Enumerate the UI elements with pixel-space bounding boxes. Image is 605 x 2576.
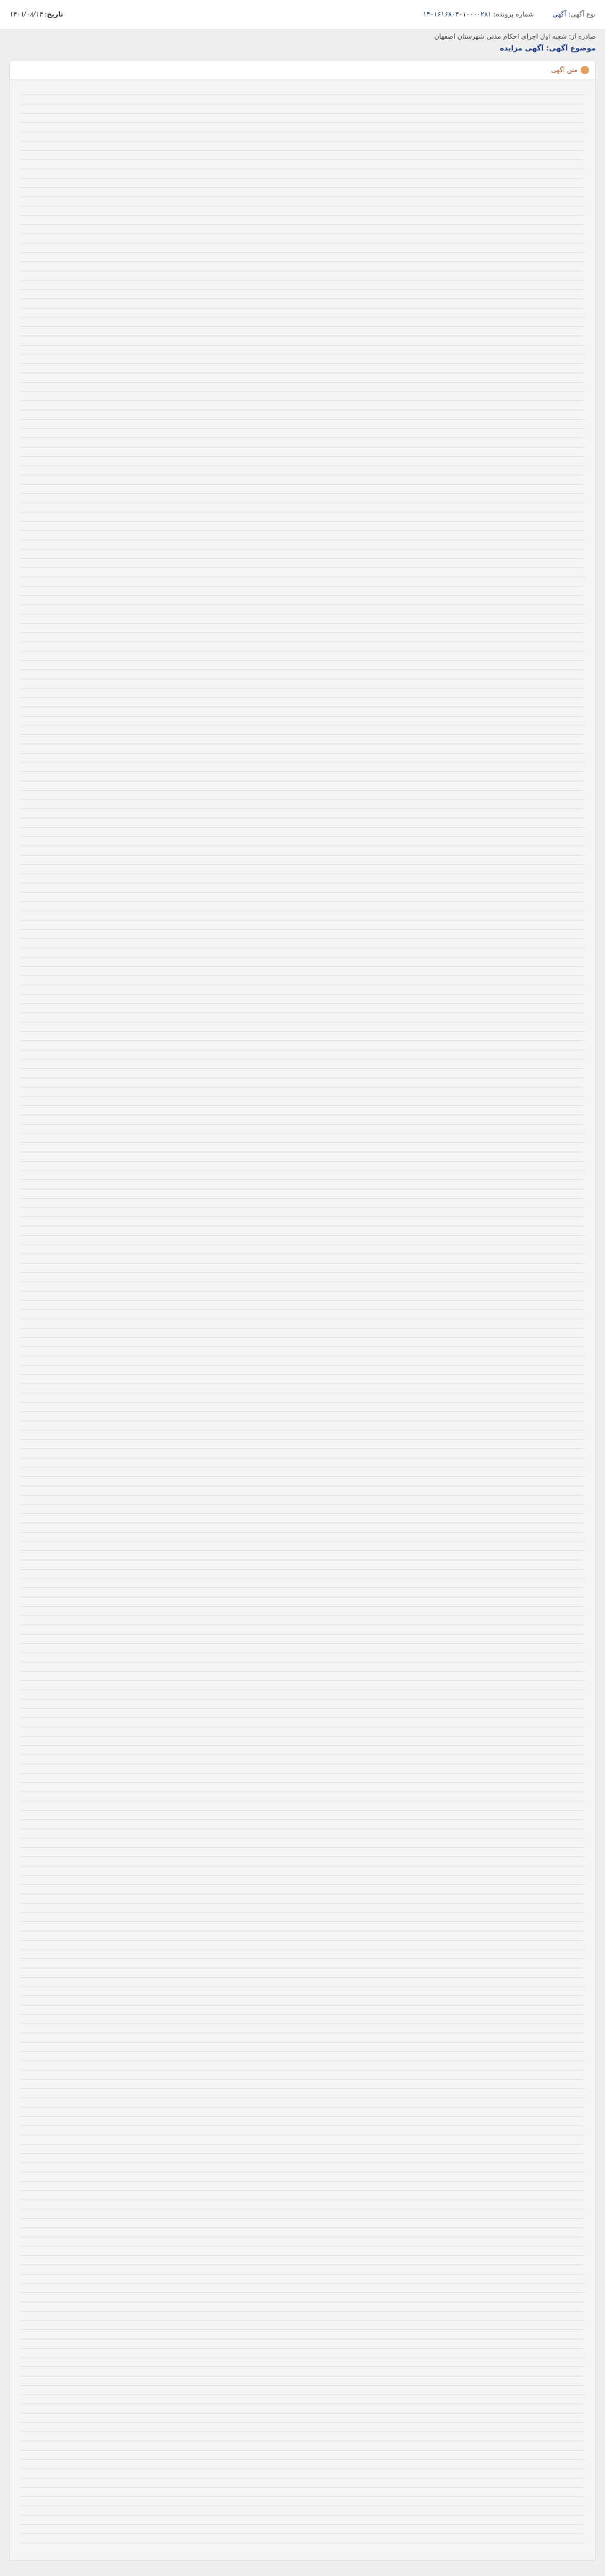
notice-date: تاریخ: ۱۴۰۱/۰۸/۱۴ [9, 11, 63, 19]
notice-type-label: نوع آگهی [570, 11, 596, 19]
notice-document [9, 61, 596, 2561]
notice-title: موضوع آگهی: آگهی مزایده [499, 44, 596, 53]
document-header [10, 61, 595, 79]
notice-date-label: تاریخ [47, 11, 63, 19]
notice-number: شماره پرونده: ۱۴۰۱۶۱۶۸۰۴۰۱۰۰۰۰۲۸۱ [423, 11, 534, 19]
notice-date-value: ۱۴۰۱/۰۸/۱۴ [9, 11, 43, 19]
notice-number-value: ۱۴۰۱۶۱۶۸۰۴۰۱۰۰۰۰۲۸۱ [423, 11, 492, 19]
notice-type: نوع آگهی: آگهی [552, 11, 596, 19]
document-heading: متن آگهی [551, 66, 578, 74]
document-icon [581, 66, 589, 74]
notice-meta [423, 11, 596, 19]
notice-number-label: شماره پرونده [496, 11, 534, 19]
notice-header-bar [0, 0, 605, 30]
document-body [20, 86, 585, 2550]
notice-issuer: صادره از: شعبه اول اجرای احکام مدنی شهرستان اصفهان [434, 33, 596, 41]
notice-type-value: آگهی [552, 11, 566, 19]
